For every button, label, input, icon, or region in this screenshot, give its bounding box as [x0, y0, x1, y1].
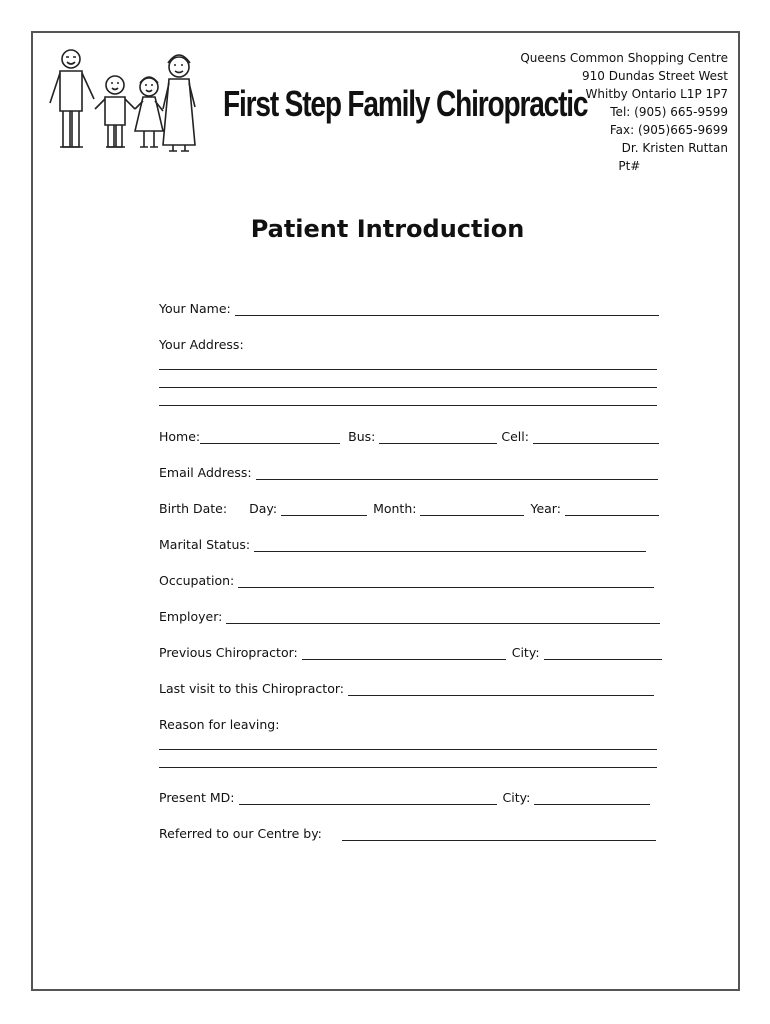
form-page [31, 31, 740, 991]
address-field-line-3[interactable] [159, 405, 657, 406]
address-field-line-2[interactable] [159, 387, 657, 388]
phone-row [159, 429, 659, 444]
bus-phone-field[interactable] [379, 431, 497, 444]
address-line: Tel: (905) 665-9599 [610, 105, 728, 119]
present-md-city-field[interactable] [534, 792, 650, 805]
previous-chiropractor-label: Previous Chiropractor: [159, 645, 298, 660]
email-label: Email Address: [159, 465, 252, 480]
your-name-label: Your Name: [159, 301, 231, 316]
email-row [159, 465, 658, 480]
year-field[interactable] [565, 503, 659, 516]
previous-chiropractor-row [159, 645, 662, 660]
patient-number-label: Pt# [618, 159, 641, 173]
occupation-row [159, 573, 654, 588]
marital-status-row [159, 537, 646, 552]
employer-row [159, 609, 660, 624]
last-visit-row [159, 681, 654, 696]
home-label: Home: [159, 429, 201, 444]
present-md-row [159, 790, 650, 805]
clinic-address [520, 49, 728, 175]
present-md-label: Present MD: [159, 790, 235, 805]
your-name-field[interactable] [235, 303, 659, 316]
employer-field[interactable] [226, 611, 660, 624]
reason-field-line-2[interactable] [159, 767, 657, 768]
home-phone-field[interactable] [200, 431, 340, 444]
referred-by-field[interactable] [342, 828, 656, 841]
marital-status-label: Marital Status: [159, 537, 251, 552]
family-drawing-icon [43, 45, 203, 161]
year-label: Year: [530, 501, 561, 516]
address-line: Queens Common Shopping Centre [520, 51, 728, 65]
occupation-field[interactable] [238, 575, 654, 588]
address-field-line-1[interactable] [159, 369, 657, 370]
present-md-field[interactable] [239, 792, 497, 805]
last-visit-label: Last visit to this Chiropractor: [159, 681, 344, 696]
address-line: Dr. Kristen Ruttan [621, 141, 728, 155]
month-label: Month: [373, 501, 417, 516]
cell-label: Cell: [501, 429, 529, 444]
address-line: 910 Dundas Street West [582, 69, 728, 83]
address-line: Fax: (905)665-9699 [609, 123, 728, 137]
occupation-label: Occupation: [159, 573, 235, 588]
employer-label: Employer: [159, 609, 223, 624]
month-field[interactable] [420, 503, 524, 516]
email-field[interactable] [256, 467, 658, 480]
reason-field-line-1[interactable] [159, 749, 657, 750]
previous-chiropractor-field[interactable] [302, 647, 506, 660]
last-visit-field[interactable] [348, 683, 654, 696]
marital-status-field[interactable] [254, 539, 646, 552]
day-label: Day: [249, 501, 278, 516]
name-row [159, 301, 659, 316]
birth-date-row [159, 501, 659, 516]
address-line: Whitby Ontario L1P 1P7 [585, 87, 728, 101]
previous-chiropractor-city-field[interactable] [544, 647, 662, 660]
reason-for-leaving-label: Reason for leaving: [159, 717, 280, 732]
your-address-label: Your Address: [159, 337, 244, 352]
referred-by-label: Referred to our Centre by: [159, 826, 322, 841]
bus-label: Bus: [348, 429, 376, 444]
referred-row [159, 826, 656, 841]
birth-date-label: Birth Date: [159, 501, 228, 516]
clinic-name: First Step Family Chiropractic [223, 83, 588, 124]
reason-row [159, 717, 279, 732]
city-label: City: [511, 645, 540, 660]
page-title: Patient Introduction [250, 215, 525, 243]
md-city-label: City: [502, 790, 531, 805]
day-field[interactable] [281, 503, 367, 516]
address-row [159, 337, 244, 352]
cell-phone-field[interactable] [533, 431, 659, 444]
